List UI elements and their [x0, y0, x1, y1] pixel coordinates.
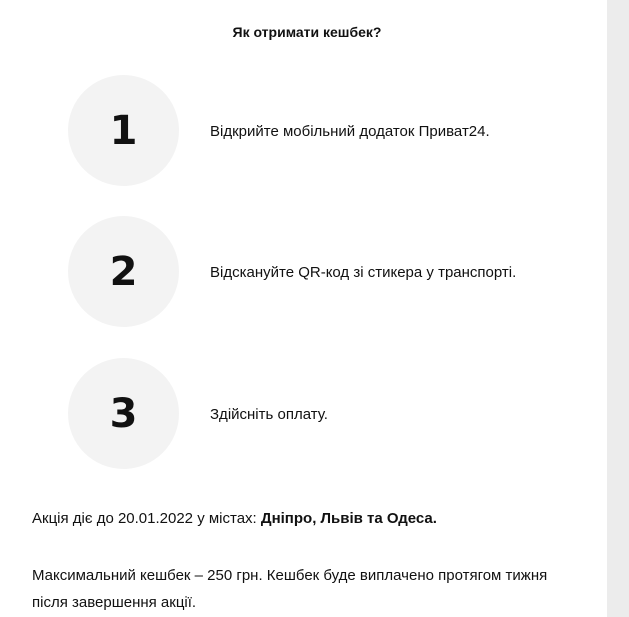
promo-prefix: Акція діє до 20.01.2022 у містах:: [32, 510, 261, 527]
promo-cities: Дніпро, Львів та Одеса.: [260, 510, 437, 527]
step-2: [0, 216, 607, 328]
page-title: Як отримати кешбек?: [232, 24, 382, 40]
step-number: 2: [109, 248, 138, 295]
max-cashback-text: Максимальний кешбек – 250 грн. Кешбек буде виплачено протягом тижня після завершення акції.: [32, 567, 548, 611]
step-number-circle: [68, 358, 179, 469]
step-text: Відскануйте QR-код зі стикера у транспорті.: [210, 264, 517, 281]
step-number-circle: [68, 75, 179, 186]
step-number: 1: [109, 107, 138, 154]
step-number-circle: [68, 216, 179, 327]
scrollbar-track[interactable]: [607, 0, 629, 617]
promo-period-text: [32, 505, 572, 532]
step-text: Здійсніть оплату.: [210, 406, 328, 423]
step-3: [0, 358, 607, 470]
step-1: [0, 75, 607, 187]
step-text: Відкрийте мобільний додаток Приват24.: [210, 123, 490, 140]
step-number: 3: [109, 390, 138, 437]
